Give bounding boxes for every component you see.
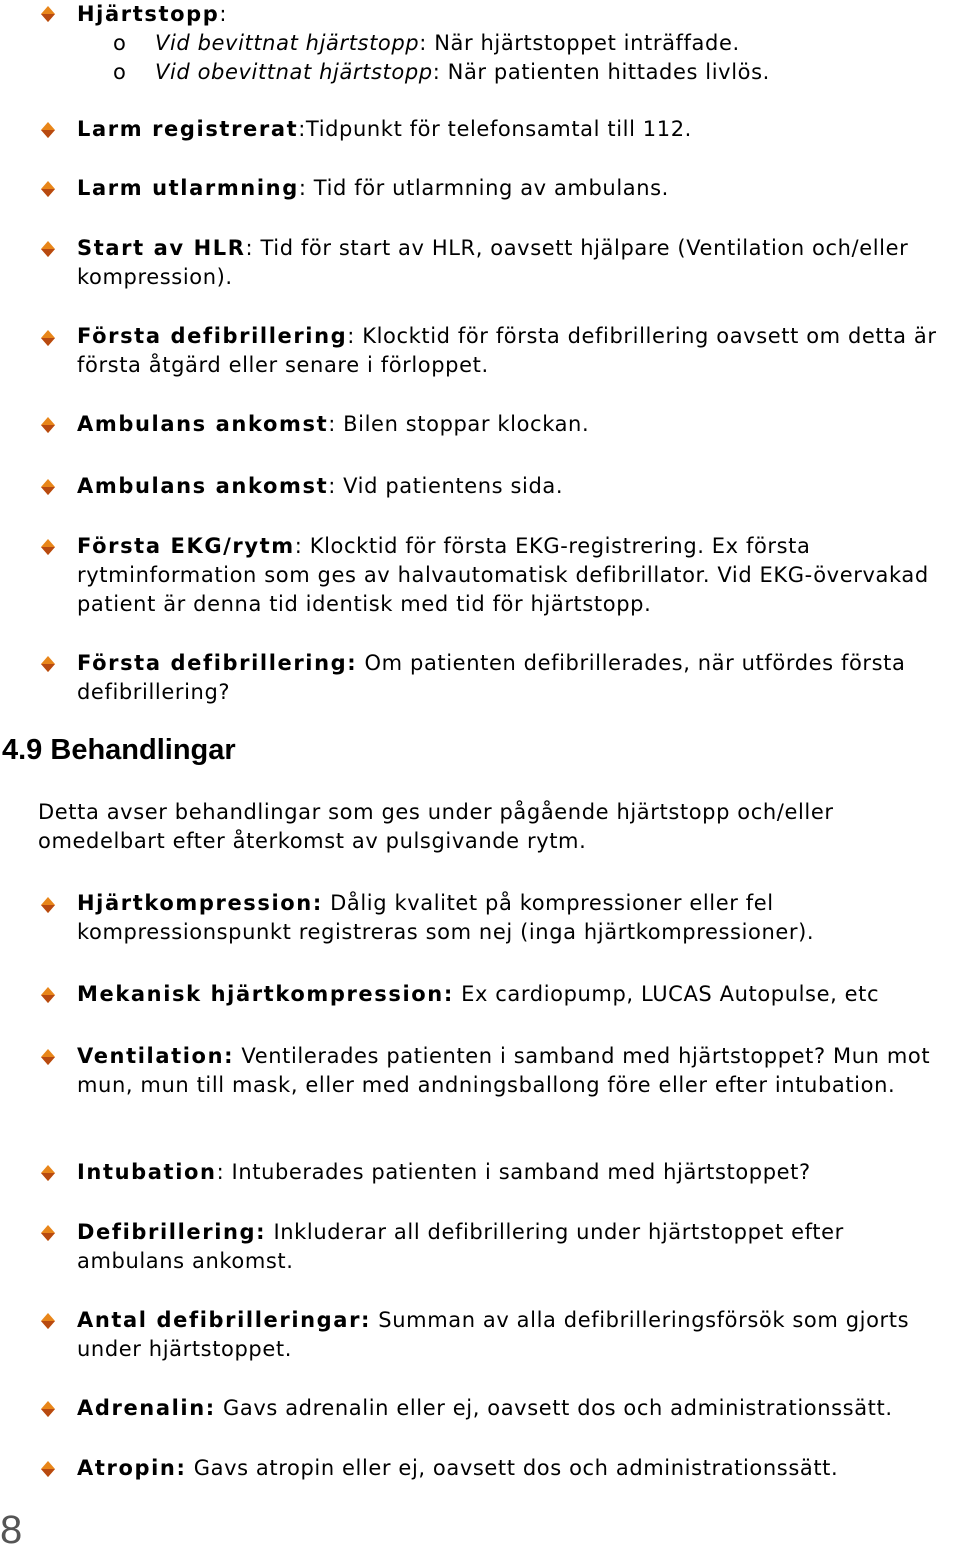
sub-item-text: : När patienten hittades livlös. — [432, 60, 770, 84]
item-term: Larm utlarmning — [77, 176, 299, 200]
list-item — [77, 649, 957, 707]
item-text: Dålig kvalitet på kompressioner eller fel kompressionspunkt registreras som nej (inga hjärtkompressioner). — [77, 891, 815, 944]
item-text: Summan av alla defibrilleringsförsök som gjorts under hjärtstoppet. — [77, 1308, 910, 1361]
diamond-bullet-icon — [38, 985, 58, 1005]
diamond-bullet-icon — [38, 4, 58, 24]
item-text: Gavs atropin eller ej, oavsett dos och administrationssätt. — [186, 1456, 839, 1480]
item-term: Atropin: — [77, 1456, 187, 1480]
list-item — [77, 472, 957, 501]
diamond-bullet-icon — [38, 537, 58, 557]
diamond-bullet-icon — [38, 328, 58, 348]
item-term: Intubation — [77, 1160, 217, 1184]
list-item — [77, 1394, 957, 1423]
item-term: Start av HLR — [77, 236, 246, 260]
item-term: Adrenalin: — [77, 1396, 216, 1420]
item-term: Hjärtkompression: — [77, 891, 323, 915]
item-term: Antal defibrilleringar: — [77, 1308, 372, 1332]
list-item — [77, 889, 957, 947]
item-term: Larm registrerat — [77, 117, 299, 141]
list-item — [77, 322, 957, 380]
item-term: Ambulans ankomst — [77, 412, 329, 436]
diamond-bullet-icon — [38, 1163, 58, 1183]
item-term: Första EKG/rytm — [77, 534, 295, 558]
item-text: :Tidpunkt för telefonsamtal till 112. — [298, 117, 692, 141]
list-item — [77, 1306, 957, 1364]
item-term: Hjärtstopp — [77, 2, 220, 26]
item-term: Ventilation: — [77, 1044, 235, 1068]
list-item-hjartstopp — [77, 0, 957, 29]
list-item — [77, 1218, 957, 1276]
diamond-bullet-icon — [38, 1399, 58, 1419]
item-text: Gavs adrenalin eller ej, oavsett dos och administrationssätt. — [215, 1396, 893, 1420]
diamond-bullet-icon — [38, 120, 58, 140]
item-term: Mekanisk hjärtkompression: — [77, 982, 454, 1006]
diamond-bullet-icon — [38, 239, 58, 259]
item-term: Första defibrillering: — [77, 651, 358, 675]
list-item — [77, 115, 957, 144]
item-text: : Tid för start av HLR, oavsett hjälpare (Ventilation och/eller kompression). — [77, 236, 909, 289]
item-term: Första defibrillering — [77, 324, 348, 348]
item-text: : Tid för utlarmning av ambulans. — [298, 176, 669, 200]
list-item — [77, 234, 957, 292]
page-number: 8 — [0, 1508, 23, 1552]
diamond-bullet-icon — [38, 1223, 58, 1243]
diamond-bullet-icon — [38, 1311, 58, 1331]
sub-item-term: Vid bevittnat hjärtstopp — [155, 31, 420, 55]
section-heading: 4.9 Behandlingar — [2, 734, 236, 766]
item-text: Inkluderar all defibrillering under hjärtstoppet efter ambulans ankomst. — [77, 1220, 844, 1273]
item-term: Ambulans ankomst — [77, 474, 329, 498]
item-text: Om patienten defibrillerades, när utfördes första defibrillering? — [77, 651, 906, 704]
item-text: : Bilen stoppar klockan. — [328, 412, 590, 436]
diamond-bullet-icon — [38, 1047, 58, 1067]
list-item — [77, 1158, 957, 1187]
sub-item-term: Vid obevittnat hjärtstopp — [155, 60, 433, 84]
list-item — [77, 980, 957, 1009]
item-text: : Klocktid för första EKG-registrering. Ex första rytminformation som ges av halvautomatisk defibrillator. Vid EKG-övervakad patient är denna tid identisk med tid för hjärtstopp. — [77, 534, 929, 616]
item-text: Ventilerades patienten i samband med hjärtstoppet? Mun mot mun, mun till mask, eller med andningsballong före eller efter intubation. — [77, 1044, 931, 1097]
item-text: : Vid patientens sida. — [328, 474, 564, 498]
sub-item-marker: o — [113, 31, 127, 55]
diamond-bullet-icon — [38, 179, 58, 199]
diamond-bullet-icon — [38, 415, 58, 435]
diamond-bullet-icon — [38, 895, 58, 915]
item-term: Defibrillering: — [77, 1220, 267, 1244]
sub-item-text: : När hjärtstoppet inträffade. — [419, 31, 740, 55]
item-text: : Intuberades patienten i samband med hjärtstoppet? — [216, 1160, 811, 1184]
diamond-bullet-icon — [38, 1459, 58, 1479]
diamond-bullet-icon — [38, 477, 58, 497]
item-text: Ex cardiopump, LUCAS Autopulse, etc — [453, 982, 880, 1006]
list-item — [77, 1454, 957, 1483]
list-item — [77, 174, 957, 203]
list-item — [77, 410, 957, 439]
list-item — [77, 532, 957, 619]
sub-item-marker: o — [113, 60, 127, 84]
item-text: : — [219, 2, 228, 26]
item-text: : Klocktid för första defibrillering oavsett om detta är första åtgärd eller senare i förloppet. — [77, 324, 937, 377]
section-intro: Detta avser behandlingar som ges under pågående hjärtstopp och/eller omedelbart efter återkomst av pulsgivande rytm. — [38, 800, 834, 853]
diamond-bullet-icon — [38, 654, 58, 674]
list-item — [77, 1042, 957, 1100]
